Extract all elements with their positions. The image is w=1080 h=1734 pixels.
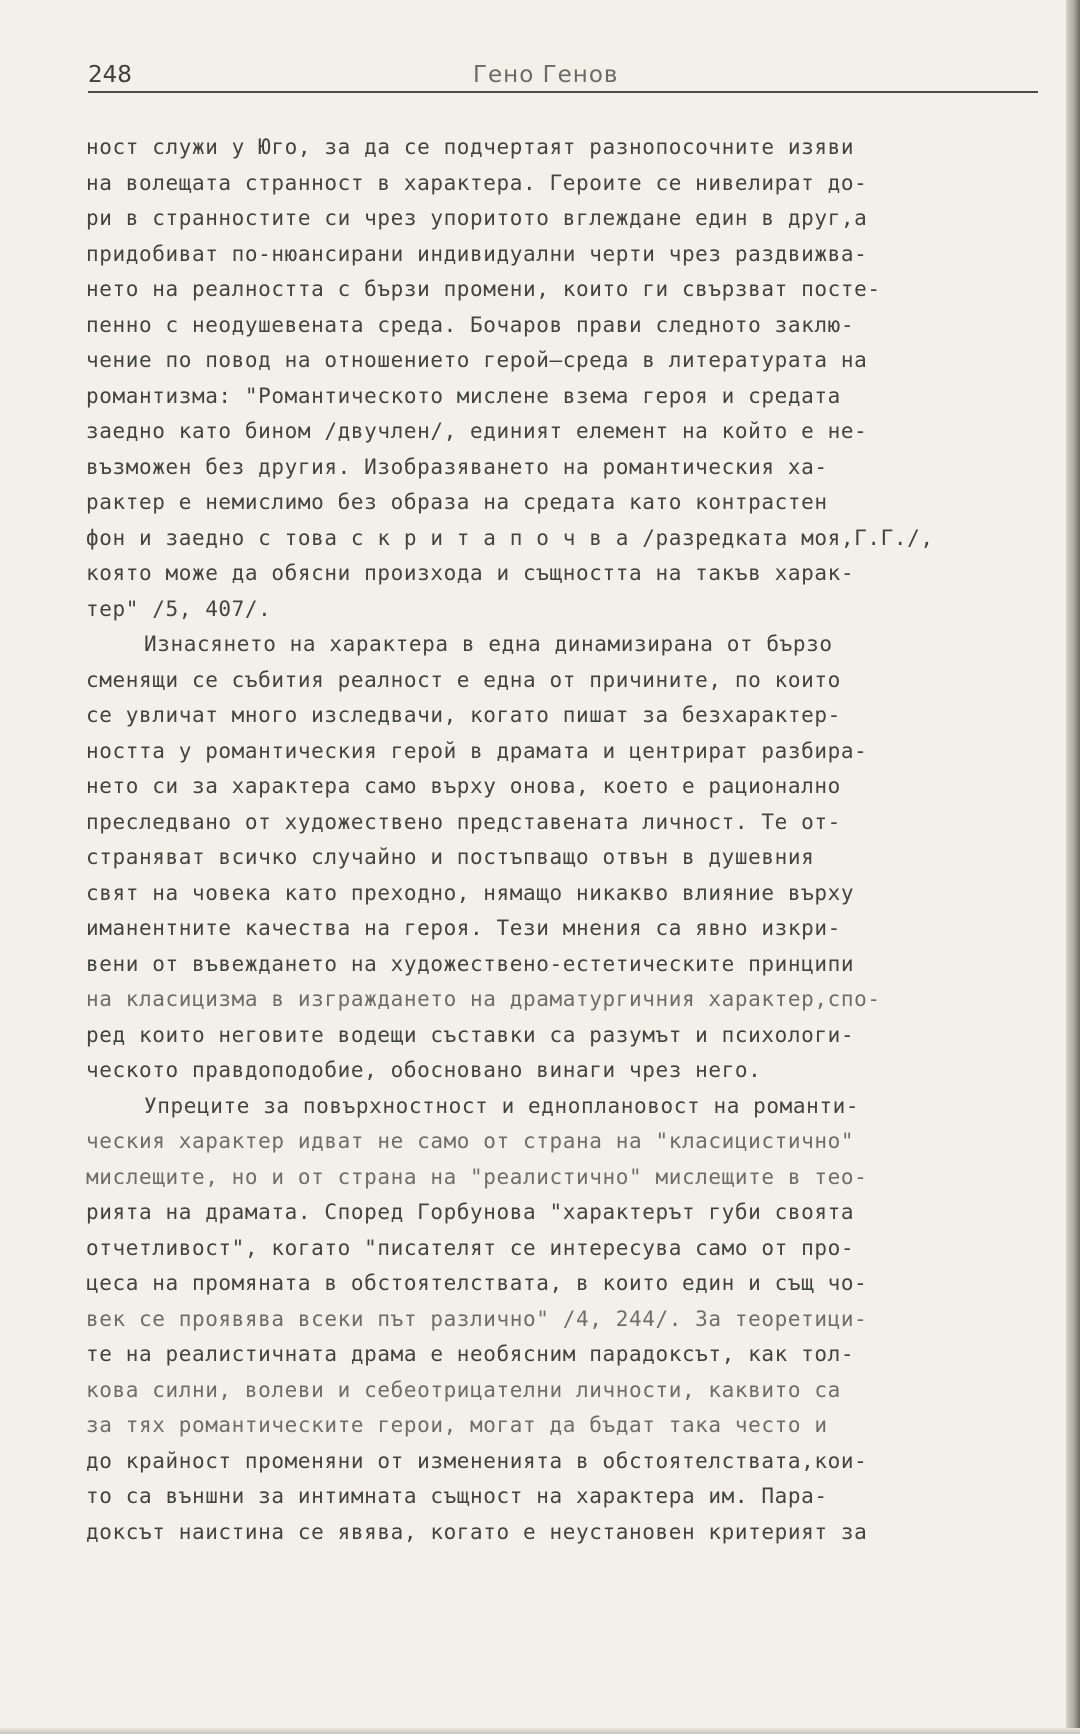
text-line: се увличат много изследвачи, когато пишат за безхарактер- bbox=[86, 703, 841, 727]
text-line: нето на реалността с бързи промени, които ги свързват посте- bbox=[86, 277, 881, 301]
text-line: отчетливост", когато "писателят се интересува само от про- bbox=[86, 1235, 855, 1260]
text-line: доксът наистина се явява, когато е неустановен критерият за bbox=[86, 1519, 868, 1544]
text-line: ческото правдоподобие, обосновано винаги чрез него. bbox=[86, 1058, 762, 1082]
text-line: ческия характер идват не само от страна на "класицистично" bbox=[86, 1129, 855, 1153]
text-line: ност служи у Юго, за да се подчертаят разнопосочните изяви bbox=[86, 135, 855, 159]
text-line: фон и заедно с това с к р и т а п о ч в а /разредката моя,Г.Г./, bbox=[86, 525, 934, 550]
text-line: на волещата странност в характера. Героите се нивелират до- bbox=[86, 170, 868, 195]
header-rule bbox=[88, 91, 1038, 93]
text-line: ността у романтическия герой в драмата и центрират разбира- bbox=[86, 738, 868, 763]
paragraph-start-line: Упреците за повърхностност и едноплановост на романти- bbox=[144, 1093, 860, 1118]
text-line: свят на човека като преходно, нямащо никакво влияние върху bbox=[86, 880, 855, 905]
text-line: страняват всичко случайно и постъпващо отвън в душевния bbox=[86, 845, 815, 869]
text-line: иманентните качества на героя. Тези мнения са явно изкри- bbox=[86, 916, 841, 940]
text-line: рията на драмата. Според Горбунова "характерът губи своята bbox=[86, 1200, 855, 1224]
text-line: то са външни за интимната същност на характера им. Пара- bbox=[86, 1484, 828, 1508]
text-line: възможен без другия. Изобразяването на романтическия ха- bbox=[86, 454, 828, 479]
text-line: на класицизма в изграждането на драматургичния характер,спо- bbox=[86, 987, 881, 1011]
text-line: цеса на промяната в обстоятелствата, в които един и същ чо- bbox=[86, 1271, 868, 1295]
running-head: Гено Генов bbox=[473, 62, 619, 88]
page-number: 248 bbox=[88, 62, 132, 88]
text-line: тер" /5, 407/. bbox=[86, 596, 272, 621]
text-line: кова силни, волеви и себеотрицателни личности, каквито са bbox=[86, 1377, 841, 1402]
text-line: мислещите, но и от страна на "реалистично" мислещите в тео- bbox=[86, 1164, 868, 1189]
page-bottom-shadow bbox=[0, 1728, 1080, 1734]
text-line: вени от въвеждането на художествено-естетическите принципи bbox=[86, 951, 855, 976]
text-line: заедно като бином /двучлен/, единият елемент на който е не- bbox=[86, 419, 868, 443]
text-line: сменящи се събития реалност е една от причините, по които bbox=[86, 667, 841, 692]
text-line: до крайност променяни от измененията в обстоятелствата,кои- bbox=[86, 1448, 868, 1473]
body-text bbox=[86, 130, 1046, 1550]
text-line: чение по повод на отношението герой–среда в литературата на bbox=[86, 348, 868, 372]
text-line: ри в странностите си чрез упоритото вглеждане един в друг,а bbox=[86, 206, 868, 230]
text-line: ред които неговите водещи съставки са разумът и психологи- bbox=[86, 1022, 855, 1047]
paragraph-start-line: Изнасянето на характера в една динамизирана от бързо bbox=[144, 632, 833, 656]
text-line: рактер е немислимо без образа на средата като контрастен bbox=[86, 490, 828, 514]
page-header bbox=[88, 62, 1038, 92]
text-line: пенно с неодушевената среда. Бочаров прави следното заклю- bbox=[86, 312, 855, 337]
page-edge-shadow bbox=[1066, 0, 1080, 1734]
text-line: придобиват по-нюансирани индивидуални черти чрез раздвижва- bbox=[86, 241, 868, 266]
text-line: век се проявява всеки път различно" /4, 244/. За теоретици- bbox=[86, 1306, 868, 1331]
text-line: преследвано от художествено представената личност. Те от- bbox=[86, 809, 841, 834]
text-line: нето си за характера само върху онова, което е рационално bbox=[86, 774, 841, 798]
text-line: романтизма: "Романтическото мислене взема героя и средата bbox=[86, 383, 841, 408]
text-line: за тях романтическите герои, могат да бъдат така често и bbox=[86, 1413, 828, 1437]
text-line: която може да обясни произхода и същността на такъв харак- bbox=[86, 561, 855, 585]
text-line: те на реалистичната драма е необясним парадоксът, как тол- bbox=[86, 1342, 855, 1366]
